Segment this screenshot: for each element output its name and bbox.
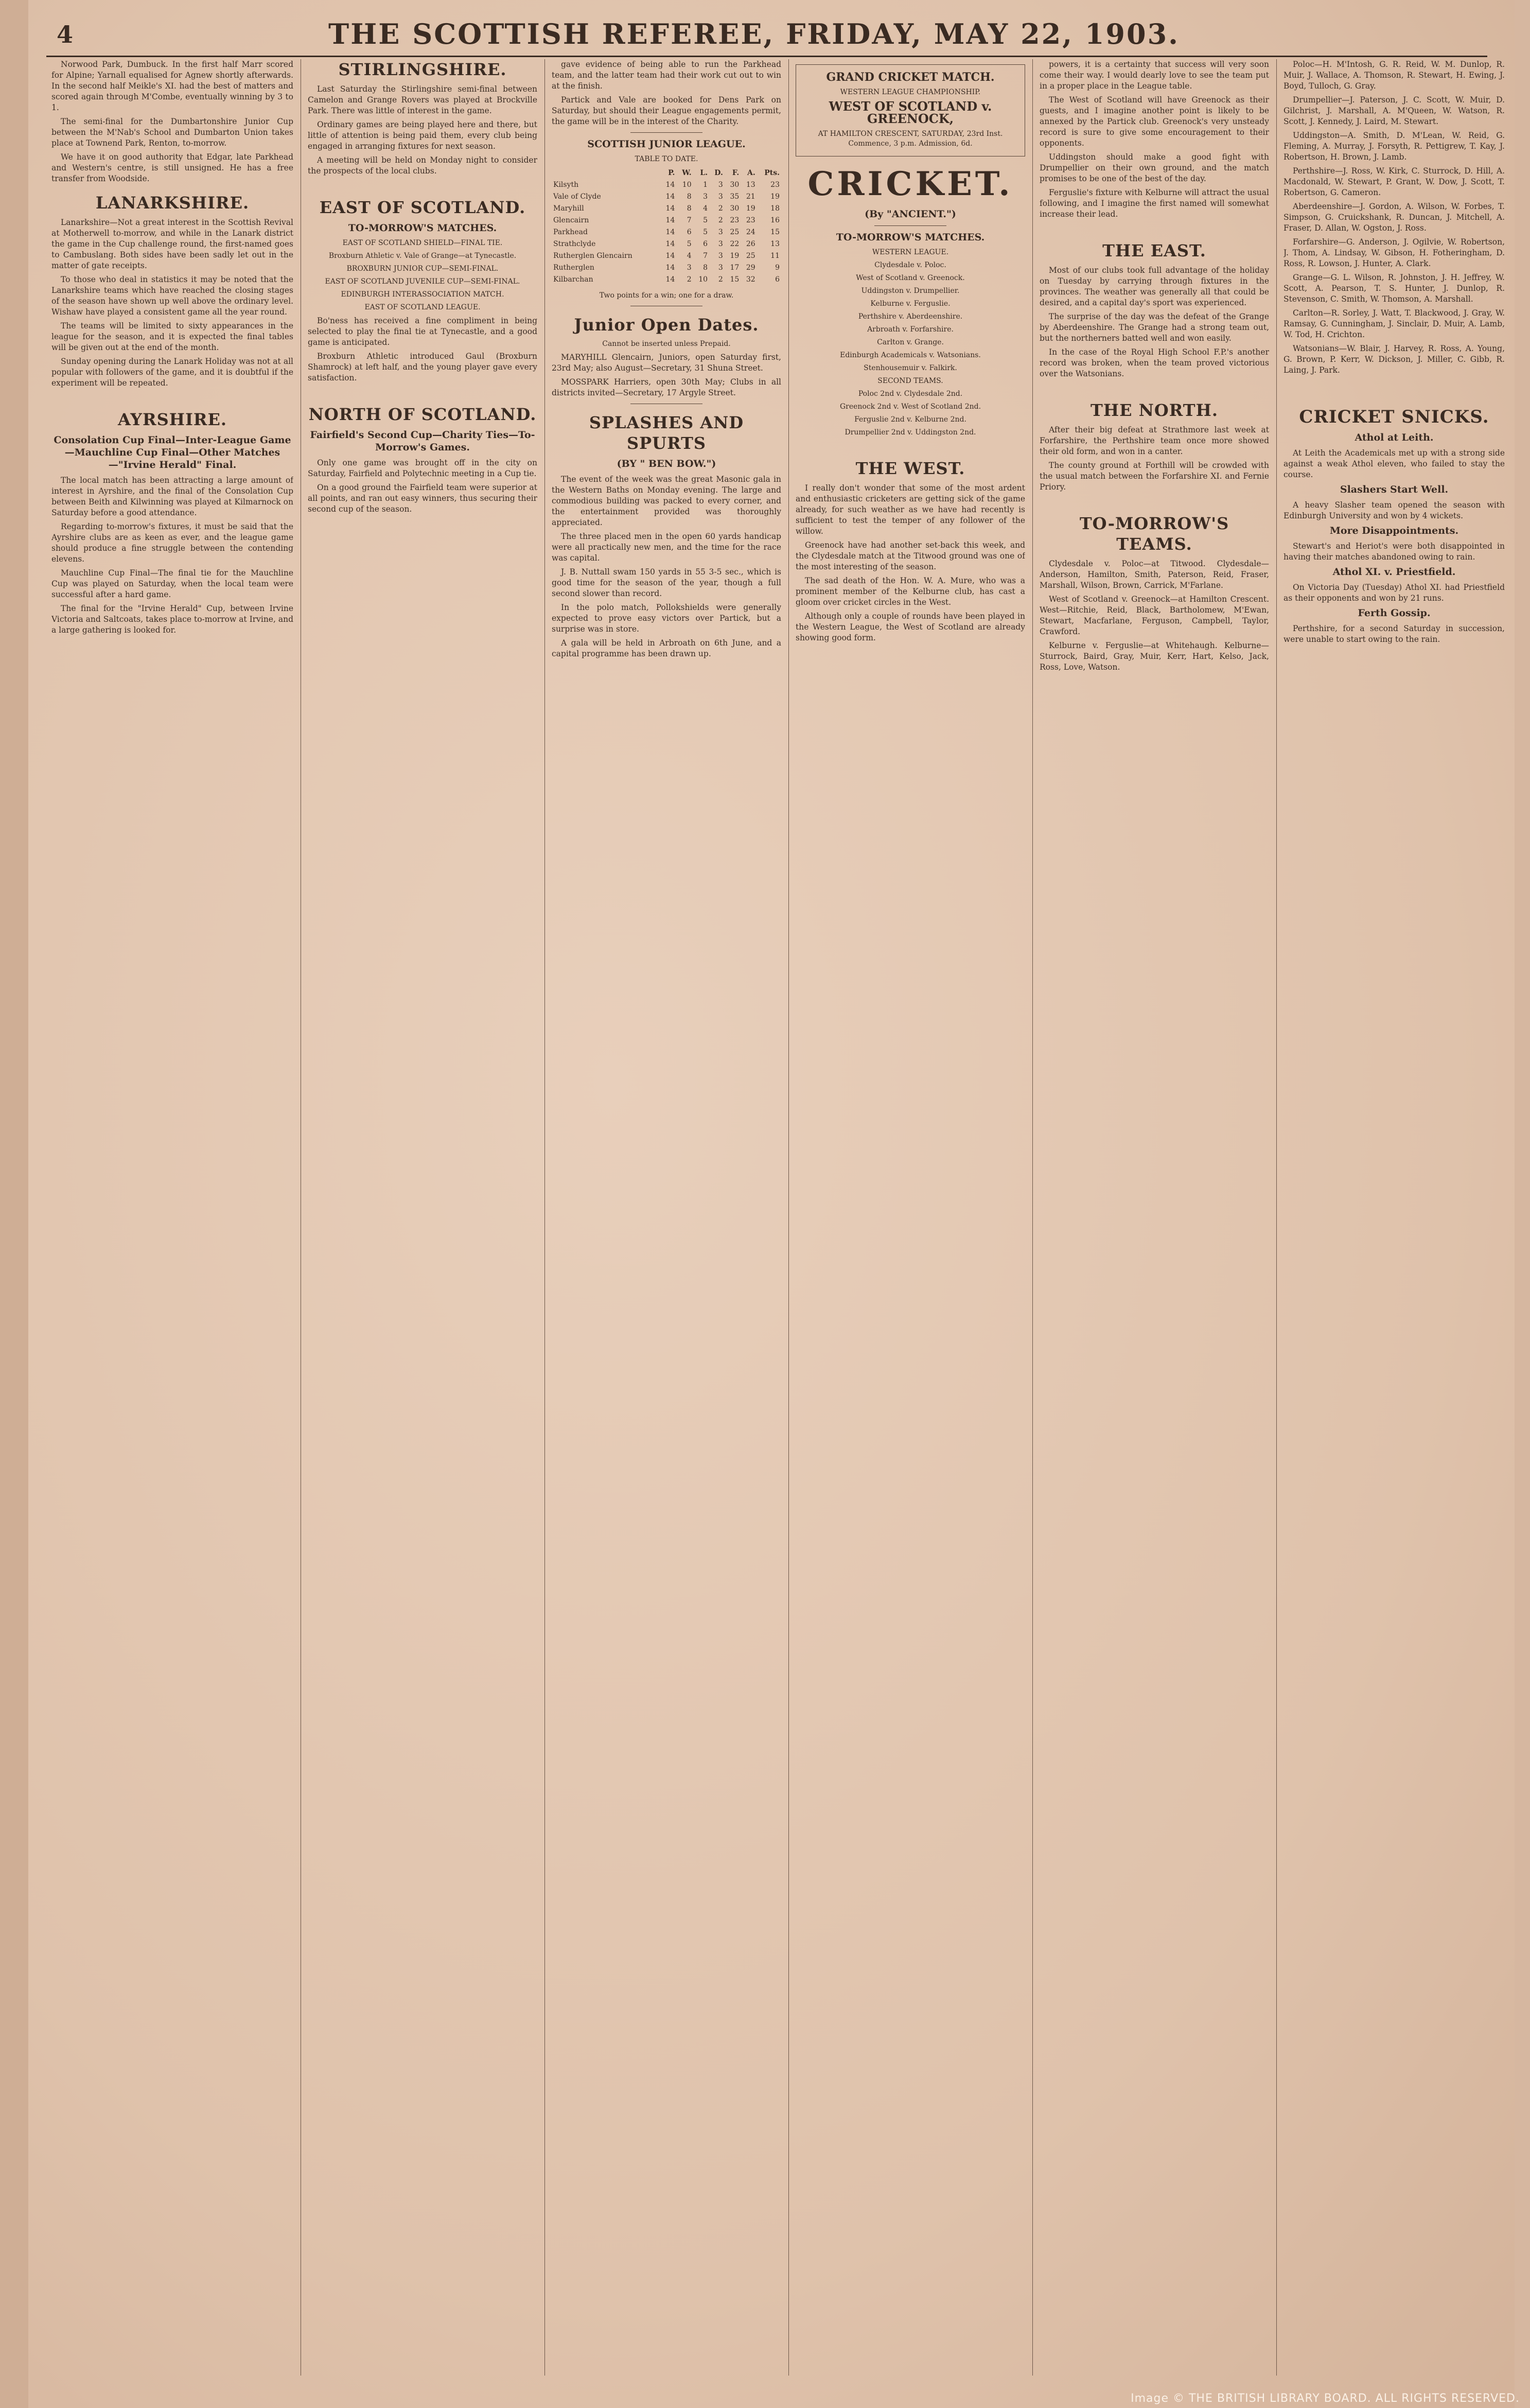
article-paragraph: At Leith the Academicals met up with a strong side against a weak Athol eleven, who failed to stay the course. (1283, 448, 1505, 479)
fixture-line: EDINBURGH INTERASSOCIATION MATCH. (341, 290, 504, 299)
league-table-cell: 30 (730, 181, 740, 189)
page-left-edge (0, 0, 28, 2408)
league-table-cell: 5 (703, 228, 708, 236)
team-list: Perthshire—J. Ross, W. Kirk, C. Sturrock, D. Hill, A. Macdonald, W. Stewart, P. Grant, W. Dow, J. Scott, T. Robertson, G. Cameron. (1283, 166, 1505, 197)
league-table-row (552, 250, 781, 262)
column-separator (1276, 59, 1277, 2376)
team-list: Carlton—R. Sorley, J. Watt, T. Blackwood, J. Gray, W. Ramsay, G. Cunningham, J. Sinclair, D. Muir, A. Lamb, W. Tod, H. Crichton. (1283, 308, 1505, 339)
section-subheading: TO-MORROW'S MATCHES. (836, 232, 985, 243)
league-table-cell: 35 (730, 193, 740, 201)
league-table-cell: 2 (718, 204, 723, 213)
league-col-header: Pts. (764, 169, 780, 177)
league-table-row (552, 203, 781, 215)
league-table-cell: 8 (687, 193, 692, 201)
league-table-cell: 25 (746, 252, 755, 260)
league-table-cell: 23 (746, 216, 755, 224)
section-heading-junior-dates: Junior Open Dates. (574, 315, 759, 335)
article-paragraph: The surprise of the day was the defeat of the Grange by Aberdeenshire. The Grange had a strong team out, but the northerners batted well and won easily. (1040, 312, 1269, 343)
league-table-cell: 14 (665, 228, 675, 236)
article-paragraph: The sad death of the Hon. W. A. Mure, who was a prominent member of the Kelburne club, has cast a gloom over cricket circles in the West. (796, 576, 1025, 607)
article-paragraph: Partick and Vale are booked for Dens Park on Saturday, but should their League engagements permit, the game will be in the interest of the Charity. (552, 95, 781, 126)
ad-detail: AT HAMILTON CRESCENT, SATURDAY, 23rd Inst. Commence, 3 p.m. Admission, 6d. (818, 130, 1003, 148)
league-table-cell: 9 (775, 264, 780, 272)
fixture-line: Edinburgh Academicals v. Watsonians. (840, 351, 981, 359)
article-paragraph: On Victoria Day (Tuesday) Athol XI. had Priestfield as their opponents and won by 21 runs. (1283, 583, 1505, 603)
section-rule (874, 225, 946, 226)
league-table-row (552, 262, 781, 274)
league-table-cell: 26 (746, 240, 755, 248)
league-table-cell: 5 (687, 240, 692, 248)
snick-title: Athol XI. v. Priestfield. (1332, 566, 1456, 578)
league-table-cell: 13 (770, 240, 780, 248)
notice-line: MOSSPARK Harriers, open 30th May; Clubs in all districts invited—Secretary, 17 Argyle Street. (552, 377, 781, 397)
league-table-cell: 3 (718, 240, 723, 248)
column-4 (796, 59, 1025, 2376)
section-heading-teams: TO-MORROW'S TEAMS. (1079, 514, 1229, 554)
article-paragraph: Lanarkshire—Not a great interest in the Scottish Revival at Motherwell to-morrow, and while in the Lanark district the game in the Cup challenge round, the first-named goes to Cambuslang. Both sides have been sadly let out in the matter of gate receipts. (51, 218, 293, 270)
league-table-cell: 2 (718, 216, 723, 224)
byline: (By "ANCIENT.") (865, 208, 956, 220)
league-table-cell: 4 (703, 204, 708, 213)
article-paragraph: A meeting will be held on Monday night to consider the prospects of the local clubs. (308, 155, 537, 176)
article-paragraph: Bo'ness has received a fine compliment in being selected to play the final tie at Tynecastle, and a good game is anticipated. (308, 316, 537, 347)
article-paragraph: On a good ground the Fairfield team were superior at all points, and ran out easy winners, thus securing their second cup of the season. (308, 483, 537, 514)
league-table-cell: 10 (698, 275, 708, 284)
section-heading-lanarkshire: LANARKSHIRE. (95, 193, 250, 213)
league-col-header: L. (700, 169, 708, 177)
ad-heading: GRAND CRICKET MATCH. (826, 71, 995, 84)
league-table-cell: 14 (665, 216, 675, 224)
fixture-line: Ferguslie 2nd v. Kelburne 2nd. (854, 415, 966, 424)
article-paragraph: The three placed men in the open 60 yards handicap were all practically new men, and the time for the race was capital. (552, 532, 781, 563)
league-table-cell: 19 (746, 204, 755, 213)
team-list: Grange—G. L. Wilson, R. Johnston, J. H. Jeffrey, W. Scott, A. Pearson, T. S. Hunter, J. Dunlop, R. Stevenson, C. Smith, W. Thomson, A. Marshall. (1283, 273, 1505, 304)
league-table-cell: 15 (730, 275, 740, 284)
league-table-cell: 3 (718, 264, 723, 272)
article-paragraph: Broxburn Athletic introduced Gaul (Broxburn Shamrock) at left half, and the young player gave every satisfaction. (308, 352, 537, 382)
byline: (BY " BEN BOW.") (617, 458, 716, 469)
article-paragraph: I really don't wonder that some of the most ardent and enthusiastic cricketers are getting sick of the game already, for such weather as we have had recently is sufficient to test the temper of any follower of the willow. (796, 483, 1025, 536)
team-list: Drumpellier—J. Paterson, J. C. Scott, W. Muir, D. Gilchrist, J. Marshall, A. M'Queen, W. Watson, R. Scott, J. Kennedy, J. Laird, M. Stewart. (1283, 95, 1505, 126)
article-paragraph: J. B. Nuttall swam 150 yards in 55 3-5 sec., which is good time for the season of the year, though a full second slower than record. (552, 567, 781, 598)
league-table-cell: 3 (718, 193, 723, 201)
league-table-cell: 16 (770, 216, 780, 224)
article-paragraph: The event of the week was the great Masonic gala in the Western Baths on Monday evening. The large and commodious building was packed to every corner, and the entertainment provided was thoroughly appreciated. (552, 475, 781, 527)
ad-teams: WEST OF SCOTLAND v. GREENOCK, (829, 99, 992, 126)
section-subheading: Cannot be inserted unless Prepaid. (602, 340, 731, 348)
league-table-body (552, 179, 781, 286)
league-table-cell: 2 (687, 275, 692, 284)
league-table-cell: 14 (665, 240, 675, 248)
fixture-line: EAST OF SCOTLAND JUVENILE CUP—SEMI-FINAL. (325, 277, 520, 286)
fixture-line: Broxburn Athletic v. Vale of Grange—at Tynecastle. (328, 252, 517, 260)
column-1 (51, 59, 293, 2376)
article-paragraph: Sunday opening during the Lanark Holiday was not at all popular with followers of the game, and it is doubtful if the experiment will be repeated. (51, 357, 293, 388)
league-table-cell: 14 (665, 181, 675, 189)
section-heading-ayrshire: AYRSHIRE. (117, 410, 227, 429)
league-table-row (552, 215, 781, 226)
section-rule (630, 132, 702, 133)
league-col-header: W. (682, 169, 692, 177)
league-table-row (552, 274, 781, 286)
column-5 (1040, 59, 1269, 2376)
section-subheading: Fairfield's Second Cup—Charity Ties—To-Morrow's Games. (310, 429, 535, 453)
page-number: 4 (57, 21, 74, 48)
league-table-cell: 30 (730, 204, 740, 213)
column-separator (544, 59, 545, 2376)
league-table-cell: Rutherglen Glencairn (553, 252, 632, 260)
team-list: Watsonians—W. Blair, J. Harvey, R. Ross, A. Young, G. Brown, P. Kerr, W. Dickson, J. Miller, C. Gibb, R. Laing, J. Park. (1283, 344, 1505, 375)
article-paragraph: The county ground at Forthill will be crowded with the usual match between the Forfarshire XI. and Fernie Priory. (1040, 461, 1269, 492)
league-table-cell: 13 (746, 181, 755, 189)
league-table (552, 167, 781, 286)
section-heading-snicks: CRICKET SNICKS. (1299, 407, 1489, 427)
league-table-cell: 8 (703, 264, 708, 272)
league-table-row (552, 191, 781, 203)
article-paragraph: Greenock have had another set-back this week, and the Clydesdale match at the Titwood ground was one of the most interesting of the season. (796, 540, 1025, 571)
league-table-cell: 7 (687, 216, 692, 224)
league-table-cell: 10 (682, 181, 692, 189)
image-credit: Image © THE BRITISH LIBRARY BOARD. ALL RIGHTS RESERVED. (1131, 2392, 1520, 2405)
league-table-cell: 32 (746, 275, 755, 284)
column-6 (1283, 59, 1505, 2376)
article-paragraph: Only one game was brought off in the city on Saturday, Fairfield and Polytechnic meeting in a Cup tie. (308, 458, 537, 478)
section-heading-east: THE EAST. (1102, 241, 1206, 260)
league-table-cell: 14 (665, 193, 675, 201)
team-list: Clydesdale v. Poloc—at Titwood. Clydesdale—Anderson, Hamilton, Smith, Paterson, Reid, Fraser, Marshall, Wilson, Brown, Carrick, M'Farlane. (1040, 559, 1269, 590)
league-table-cell: 18 (770, 204, 780, 213)
league-table-cell: Kilsyth (553, 181, 579, 189)
snick-title: Athol at Leith. (1355, 432, 1434, 443)
article-paragraph: Last Saturday the Stirlingshire semi-final between Camelon and Grange Rovers was played at Brockville Park. There was little of interest in the game. (308, 84, 537, 115)
fixture-line: Perthshire v. Aberdeenshire. (858, 312, 963, 321)
section-heading-west: THE WEST. (855, 459, 965, 478)
ad-subheading: WESTERN LEAGUE CHAMPIONSHIP. (840, 88, 981, 96)
league-table-cell: 11 (770, 252, 780, 260)
article-paragraph: Mauchline Cup Final—The final tie for the Mauchline Cup was played on Saturday, when the local team were successful after a hard game. (51, 568, 293, 599)
team-list: Uddingston—A. Smith, D. M'Lean, W. Reid, G. Fleming, A. Murray, J. Forsyth, R. Pettigrew, T. Kay, J. Robertson, H. Brown, J. Lamb. (1283, 131, 1505, 162)
league-table-row (552, 238, 781, 250)
match-advertisement (796, 64, 1025, 156)
paper-title: THE SCOTTISH REFEREE, FRIDAY, MAY 22, 1903. (328, 18, 1180, 50)
article-paragraph: gave evidence of being able to run the Parkhead team, and the latter team had their work cut out to win at the finish. (552, 60, 781, 91)
section-heading-north: NORTH OF SCOTLAND. (308, 405, 537, 424)
fixture-line: Kelburne v. Ferguslie. (870, 300, 951, 308)
league-table-cell: 17 (730, 264, 740, 272)
team-list: West of Scotland v. Greenock—at Hamilton Crescent. West—Ritchie, Reid, Black, Bartholomew, M'Ewan, Stewart, Macfarlane, Ferguson, Campbell, Taylor, Crawford. (1040, 595, 1269, 636)
article-paragraph: Although only a couple of rounds have been played in the Western League, the West of Scotland are already showing good form. (796, 612, 1025, 642)
page-right-edge (1515, 0, 1530, 2408)
league-table-cell: 23 (730, 216, 740, 224)
section-heading-splashes: SPLASHES AND SPURTS (589, 413, 744, 453)
fixture-line: Clydesdale v. Poloc. (874, 261, 946, 269)
league-table-cell: Rutherglen (553, 264, 594, 272)
article-paragraph: Regarding to-morrow's fixtures, it must be said that the Ayrshire clubs are as keen as ever, and the league game should produce a fine struggle between the contending elevens. (51, 522, 293, 564)
article-paragraph: The final for the "Irvine Herald" Cup, between Irvine Victoria and Saltcoats, takes place to-morrow at Irvine, and a large gathering is looked for. (51, 604, 293, 635)
league-col-header: F. (732, 169, 740, 177)
team-list: Poloc—H. M'Intosh, G. R. Reid, W. M. Dunlop, R. Muir, J. Wallace, A. Thomson, R. Stewart, H. Ewing, J. Boyd, Tulloch, G. Gray. (1283, 60, 1505, 91)
column-separator (788, 59, 789, 2376)
league-table-cell: 23 (770, 181, 780, 189)
fixture-line: Poloc 2nd v. Clydesdale 2nd. (858, 390, 963, 398)
league-table-cell: 29 (746, 264, 755, 272)
article-paragraph: The teams will be limited to sixty appearances in the league for the season, and it is expected the final tables will be given out at the end of the month. (51, 321, 293, 352)
fixture-line: BROXBURN JUNIOR CUP—SEMI-FINAL. (346, 265, 499, 273)
league-table-cell: 14 (665, 275, 675, 284)
snick-title: More Disappointments. (1329, 525, 1459, 536)
league-table-cell: 5 (703, 216, 708, 224)
league-table-cell: 22 (730, 240, 740, 248)
league-table-cell: 25 (730, 228, 740, 236)
article-paragraph: Ordinary games are being played here and there, but little of attention is being paid them, every club being engaged in arranging fixtures for next season. (308, 120, 537, 151)
masthead-rule (46, 56, 1487, 57)
article-paragraph: The semi-final for the Dumbartonshire Junior Cup between the M'Nab's School and Dumbarton Union takes place at Townend Park, Renton, to-morrow. (51, 117, 293, 148)
section-heading-stirlingshire: STIRLINGSHIRE. (338, 60, 507, 79)
league-table-cell: 21 (746, 193, 755, 201)
fixture-line: Stenhousemuir v. Falkirk. (864, 364, 957, 372)
league-col-header: P. (668, 169, 675, 177)
team-list: Aberdeenshire—J. Gordon, A. Wilson, W. Forbes, T. Simpson, G. Cruickshank, R. Duncan, J. Mitchell, A. Fraser, D. Allan, W. Ogston, J. Ross. (1283, 202, 1505, 233)
league-col-header (552, 167, 660, 179)
league-table-row (552, 179, 781, 191)
article-paragraph: In the case of the Royal High School F.P.'s another record was broken, when the team proved victorious over the Watsonians. (1040, 347, 1269, 378)
league-table-cell: 6 (703, 240, 708, 248)
column-3 (552, 59, 781, 2376)
article-paragraph: Most of our clubs took full advantage of the holiday on Tuesday by carrying through fixtures in the provinces. The weather was generally all that could be desired, and a capital day's sport was experienced. (1040, 266, 1269, 307)
league-table-row (552, 226, 781, 238)
league-table-cell: 2 (718, 275, 723, 284)
article-paragraph: Norwood Park, Dumbuck. In the first half Marr scored for Alpine; Yarnall equalised for Agnew shortly afterwards. In the second half Meikle's XI. had the best of matters and scored again through M'Combe, eventually winning by 3 to 1. (51, 60, 293, 112)
article-paragraph: powers, it is a certainty that success will very soon come their way. I would dearly love to see the team put in a proper place in the League table. (1040, 60, 1269, 91)
league-label: WESTERN LEAGUE. (872, 248, 949, 256)
fixture-line: Arbroath v. Forfarshire. (867, 325, 954, 334)
snick-title: Ferth Gossip. (1358, 607, 1431, 619)
article-paragraph: Ferguslie's fixture with Kelburne will attract the usual following, and I imagine the first named will somewhat increase their lead. (1040, 188, 1269, 219)
fixture-line: Carlton v. Grange. (877, 338, 944, 346)
league-table-cell: 6 (687, 228, 692, 236)
league-table-cell: 14 (665, 204, 675, 213)
article-paragraph: We have it on good authority that Edgar, late Parkhead and Western's centre, is still unsigned. He has a free transfer from Woodside. (51, 152, 293, 183)
article-paragraph: Stewart's and Heriot's were both disappointed in having their matches abandoned owing to rain. (1283, 542, 1505, 562)
column-separator (1032, 59, 1033, 2376)
league-table-cell: 6 (775, 275, 780, 284)
masthead (36, 18, 1472, 55)
section-heading-east: EAST OF SCOTLAND. (319, 198, 526, 217)
league-table-cell: 24 (746, 228, 755, 236)
article-paragraph: In the polo match, Pollokshields were generally expected to prove easy victors over Partick, but a surprise was in store. (552, 603, 781, 634)
league-table-cell: 3 (687, 264, 692, 272)
fixture-line: EAST OF SCOTLAND SHIELD—FINAL TIE. (342, 239, 503, 247)
fixture-line: EAST OF SCOTLAND LEAGUE. (364, 303, 481, 311)
league-table-note: Two points for a win; one for a draw. (599, 291, 734, 300)
league-col-header: A. (747, 169, 755, 177)
section-subheading: Consolation Cup Final—Inter-League Game—Mauchline Cup Final—Other Matches—"Irvine Herald" Final. (54, 434, 291, 470)
league-table-cell: 7 (703, 252, 708, 260)
league-table-cell: Strathclyde (553, 240, 596, 248)
article-paragraph: The local match has been attracting a large amount of interest in Ayrshire, and the final of the Consolation Cup between Beith and Kilwinning was played at Kilmarnock on Saturday before a good attendance. (51, 476, 293, 517)
league-table-cell: 3 (718, 252, 723, 260)
league-table-cell: Glencairn (553, 216, 589, 224)
league-table-subheading: TABLE TO DATE. (635, 155, 698, 163)
article-paragraph: A heavy Slasher team opened the season with Edinburgh University and won by 4 wickets. (1283, 500, 1505, 520)
fixture-line: West of Scotland v. Greenock. (856, 274, 965, 282)
league-label: SECOND TEAMS. (877, 377, 943, 385)
notice-line: MARYHILL Glencairn, Juniors, open Saturday first, 23rd May; also August—Secretary, 31 Shuna Street. (552, 353, 781, 373)
league-table-cell: 19 (730, 252, 740, 260)
article-paragraph: After their big defeat at Strathmore last week at Forfarshire, the Perthshire team once more showed their old form, and won in a canter. (1040, 425, 1269, 456)
league-table-cell: Kilbarchan (553, 275, 593, 284)
league-table-cell: Parkhead (553, 228, 588, 236)
league-table-cell: 3 (718, 228, 723, 236)
section-heading-cricket: CRICKET. (807, 165, 1013, 203)
league-table-cell: 8 (687, 204, 692, 213)
article-paragraph: Uddingston should make a good fight with Drumpellier on their own ground, and the match promises to be one of the best of the day. (1040, 152, 1269, 183)
article-paragraph: The West of Scotland will have Greenock as their guests, and I imagine another point is likely to be annexed by the Partick club. Greenock's very unsteady record is sure to give some encouragement to their opponents. (1040, 95, 1269, 148)
league-table-header-row (552, 167, 781, 179)
league-col-header: D. (714, 169, 723, 177)
league-table-cell: 15 (770, 228, 780, 236)
article-paragraph: A gala will be held in Arbroath on 6th June, and a capital programme has been drawn up. (552, 638, 781, 658)
league-table-cell: 3 (703, 193, 708, 201)
team-list: Forfarshire—G. Anderson, J. Ogilvie, W. Robertson, J. Thom, A. Lindsay, W. Gibson, H. Fotheringham, D. Ross, R. Lowson, J. Hunter, A. Clark. (1283, 237, 1505, 268)
team-list: Kelburne v. Ferguslie—at Whitehaugh. Kelburne—Sturrock, Baird, Gray, Muir, Kerr, Hart, Kelso, Jack, Ross, Love, Watson. (1040, 641, 1269, 672)
league-table-cell: 4 (687, 252, 692, 260)
league-table-cell: Maryhill (553, 204, 584, 213)
league-table-cell: Vale of Clyde (553, 193, 601, 201)
fixture-line: Drumpellier 2nd v. Uddingston 2nd. (845, 428, 976, 437)
league-table-cell: 14 (665, 252, 675, 260)
fixture-line: Greenock 2nd v. West of Scotland 2nd. (839, 403, 981, 411)
league-table-cell: 14 (665, 264, 675, 272)
league-table-cell: 1 (703, 181, 708, 189)
column-2 (308, 59, 537, 2376)
fixture-line: Uddingston v. Drumpellier. (861, 287, 960, 295)
article-paragraph: To those who deal in statistics it may be noted that the Lanarkshire teams which have reached the closing stages of the season have shown up well above the ordinary level. Wishaw have played a consistent game all the year round. (51, 275, 293, 317)
article-paragraph: Perthshire, for a second Saturday in succession, were unable to start owing to the rain. (1283, 624, 1505, 644)
section-heading-north: THE NORTH. (1091, 400, 1218, 420)
section-subheading: TO-MORROW'S MATCHES. (348, 222, 497, 234)
league-table-heading: SCOTTISH JUNIOR LEAGUE. (587, 138, 746, 150)
league-table-cell: 19 (770, 193, 780, 201)
league-table-cell: 3 (718, 181, 723, 189)
snick-title: Slashers Start Well. (1340, 484, 1449, 495)
